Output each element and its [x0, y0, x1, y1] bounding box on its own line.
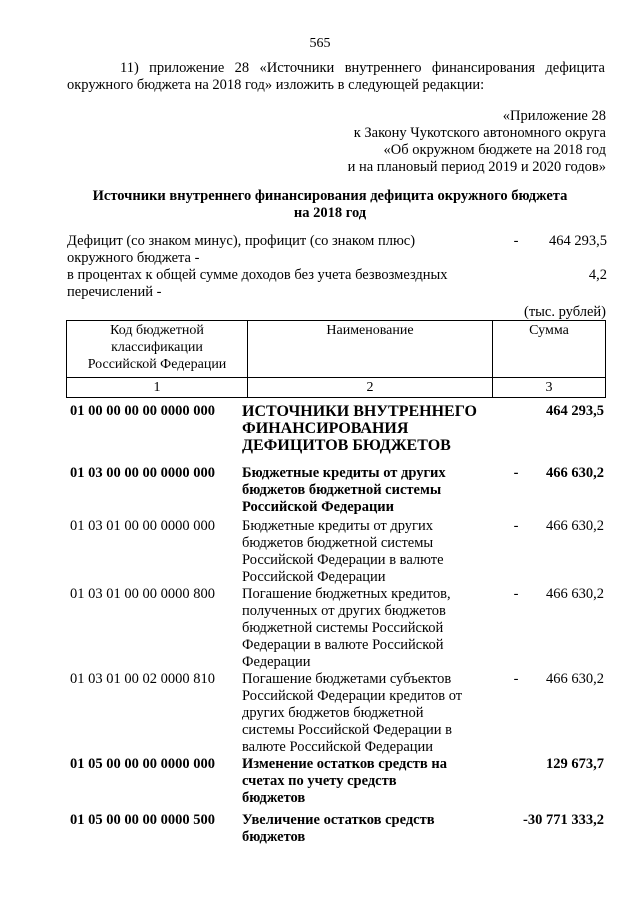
row-dash: -	[513, 518, 519, 534]
row-code: 01 03 01 00 02 0000 810	[70, 671, 215, 687]
percent-value: 4,2	[588, 267, 607, 283]
row-name-line: Погашение бюджетных кредитов,	[242, 586, 451, 602]
row-code: 01 05 00 00 00 0000 000	[70, 756, 215, 772]
row-code: 01 00 00 00 00 0000 000	[70, 403, 215, 419]
title-line-2: на 2018 год	[293, 205, 367, 221]
row-name-line: Федерации в валюте Российской	[242, 637, 444, 653]
row-name-line: полученных от других бюджетов	[242, 603, 446, 619]
appendix-line: и на плановый период 2019 и 2020 годов»	[347, 159, 606, 175]
row-amount: 466 630,2	[546, 465, 604, 481]
col-number-1: 1	[67, 378, 248, 398]
row-name-line: системы Российской Федерации в	[242, 722, 452, 738]
row-code: 01 03 00 00 00 0000 000	[70, 465, 215, 481]
intro-line-1: 11) приложение 28 «Источники внутреннего финансирования дефицита	[120, 60, 605, 76]
deficit-value: 464 293,5	[549, 233, 607, 249]
page-number: 565	[309, 36, 331, 51]
deficit-row	[67, 233, 607, 267]
deficit-label-2: окружного бюджета -	[67, 250, 200, 266]
col-number-2: 2	[248, 378, 493, 398]
row-code: 01 05 00 00 00 0000 500	[70, 812, 215, 828]
row-name-line: Российской Федерации кредитов от	[242, 688, 463, 704]
row-name-line: Бюджетные кредиты от других	[242, 518, 434, 534]
table-row	[66, 586, 606, 671]
row-amount: 466 630,2	[546, 671, 604, 687]
percent-label-2: перечислений -	[67, 284, 162, 300]
row-amount: 464 293,5	[546, 403, 604, 419]
row-dash: -	[513, 586, 519, 602]
row-name-line: ФИНАНСИРОВАНИЯ	[242, 420, 409, 437]
header-sum: Сумма	[493, 321, 606, 378]
row-name-line: Увеличение остатков средств	[242, 812, 435, 828]
appendix-line: «Приложение 28	[502, 108, 606, 124]
row-name-line: счетах по учету средств	[242, 773, 397, 789]
row-name-line: Федерации	[242, 654, 311, 670]
row-name-line: Изменение остатков средств на	[242, 756, 447, 772]
deficit-label-1: Дефицит (со знаком минус), профицит (со знаком плюс)	[67, 233, 416, 249]
deficit-dash: -	[513, 233, 519, 249]
row-name-line: Российской Федерации в валюте	[242, 552, 444, 568]
table-row	[66, 518, 606, 586]
row-name-line: других бюджетов бюджетной	[242, 705, 424, 721]
percent-row	[67, 267, 607, 301]
row-name-line: бюджетов	[242, 829, 306, 845]
row-name-line: бюджетной системы Российской	[242, 620, 444, 636]
header-code-line: Код бюджетной	[110, 323, 204, 338]
row-name	[242, 465, 482, 516]
table-header	[66, 320, 606, 398]
intro-line-2: окружного бюджета на 2018 год» изложить в следующей редакции:	[67, 77, 485, 93]
table-row	[66, 465, 606, 516]
document-title	[60, 188, 600, 222]
row-code: 01 03 01 00 00 0000 000	[70, 518, 215, 534]
row-name-line: ДЕФИЦИТОВ БЮДЖЕТОВ	[242, 437, 451, 454]
col-number-3: 3	[493, 378, 606, 398]
appendix-line: к Закону Чукотского автономного округа	[353, 125, 606, 141]
header-code-line: Российской Федерации	[87, 357, 227, 372]
table-row	[66, 756, 606, 807]
percent-label-1: в процентах к общей сумме доходов без учета безвозмездных	[67, 267, 448, 283]
row-amount: 129 673,7	[546, 756, 604, 772]
row-code: 01 03 01 00 00 0000 800	[70, 586, 215, 602]
table-row	[66, 671, 606, 756]
units-label: (тыс. рублей)	[524, 304, 606, 320]
row-amount: 466 630,2	[546, 586, 604, 602]
row-amount: 466 630,2	[546, 518, 604, 534]
row-dash: -	[513, 465, 519, 481]
row-name-line: ИСТОЧНИКИ ВНУТРЕННЕГО	[242, 403, 477, 420]
row-name	[242, 812, 482, 846]
row-name-line: Погашение бюджетами субъектов	[242, 671, 452, 687]
row-name-line: валюте Российской Федерации	[242, 739, 434, 755]
row-name-line: бюджетов бюджетной системы	[242, 535, 434, 551]
row-name-line: Бюджетные кредиты от других	[242, 465, 446, 481]
row-name	[242, 586, 482, 671]
row-name-line: бюджетов	[242, 790, 306, 806]
header-code-line: классификации	[111, 340, 203, 355]
table-row	[66, 403, 606, 454]
appendix-header	[348, 108, 606, 176]
header-name: Наименование	[248, 321, 493, 378]
table-row	[66, 812, 606, 846]
header-code	[67, 321, 248, 378]
appendix-line: «Об окружном бюджете на 2018 год	[383, 142, 606, 158]
row-name	[242, 756, 482, 807]
row-amount: -30 771 333,2	[523, 812, 604, 828]
row-name-line: бюджетов бюджетной системы	[242, 482, 442, 498]
row-name-line: Российской Федерации	[242, 499, 395, 515]
table-body	[66, 403, 606, 846]
row-dash: -	[513, 671, 519, 687]
row-name	[242, 403, 482, 454]
row-name	[242, 671, 482, 756]
title-line-1: Источники внутреннего финансирования дефицита окружного бюджета	[92, 188, 568, 204]
row-name-line: Российской Федерации	[242, 569, 386, 585]
row-name	[242, 518, 482, 586]
